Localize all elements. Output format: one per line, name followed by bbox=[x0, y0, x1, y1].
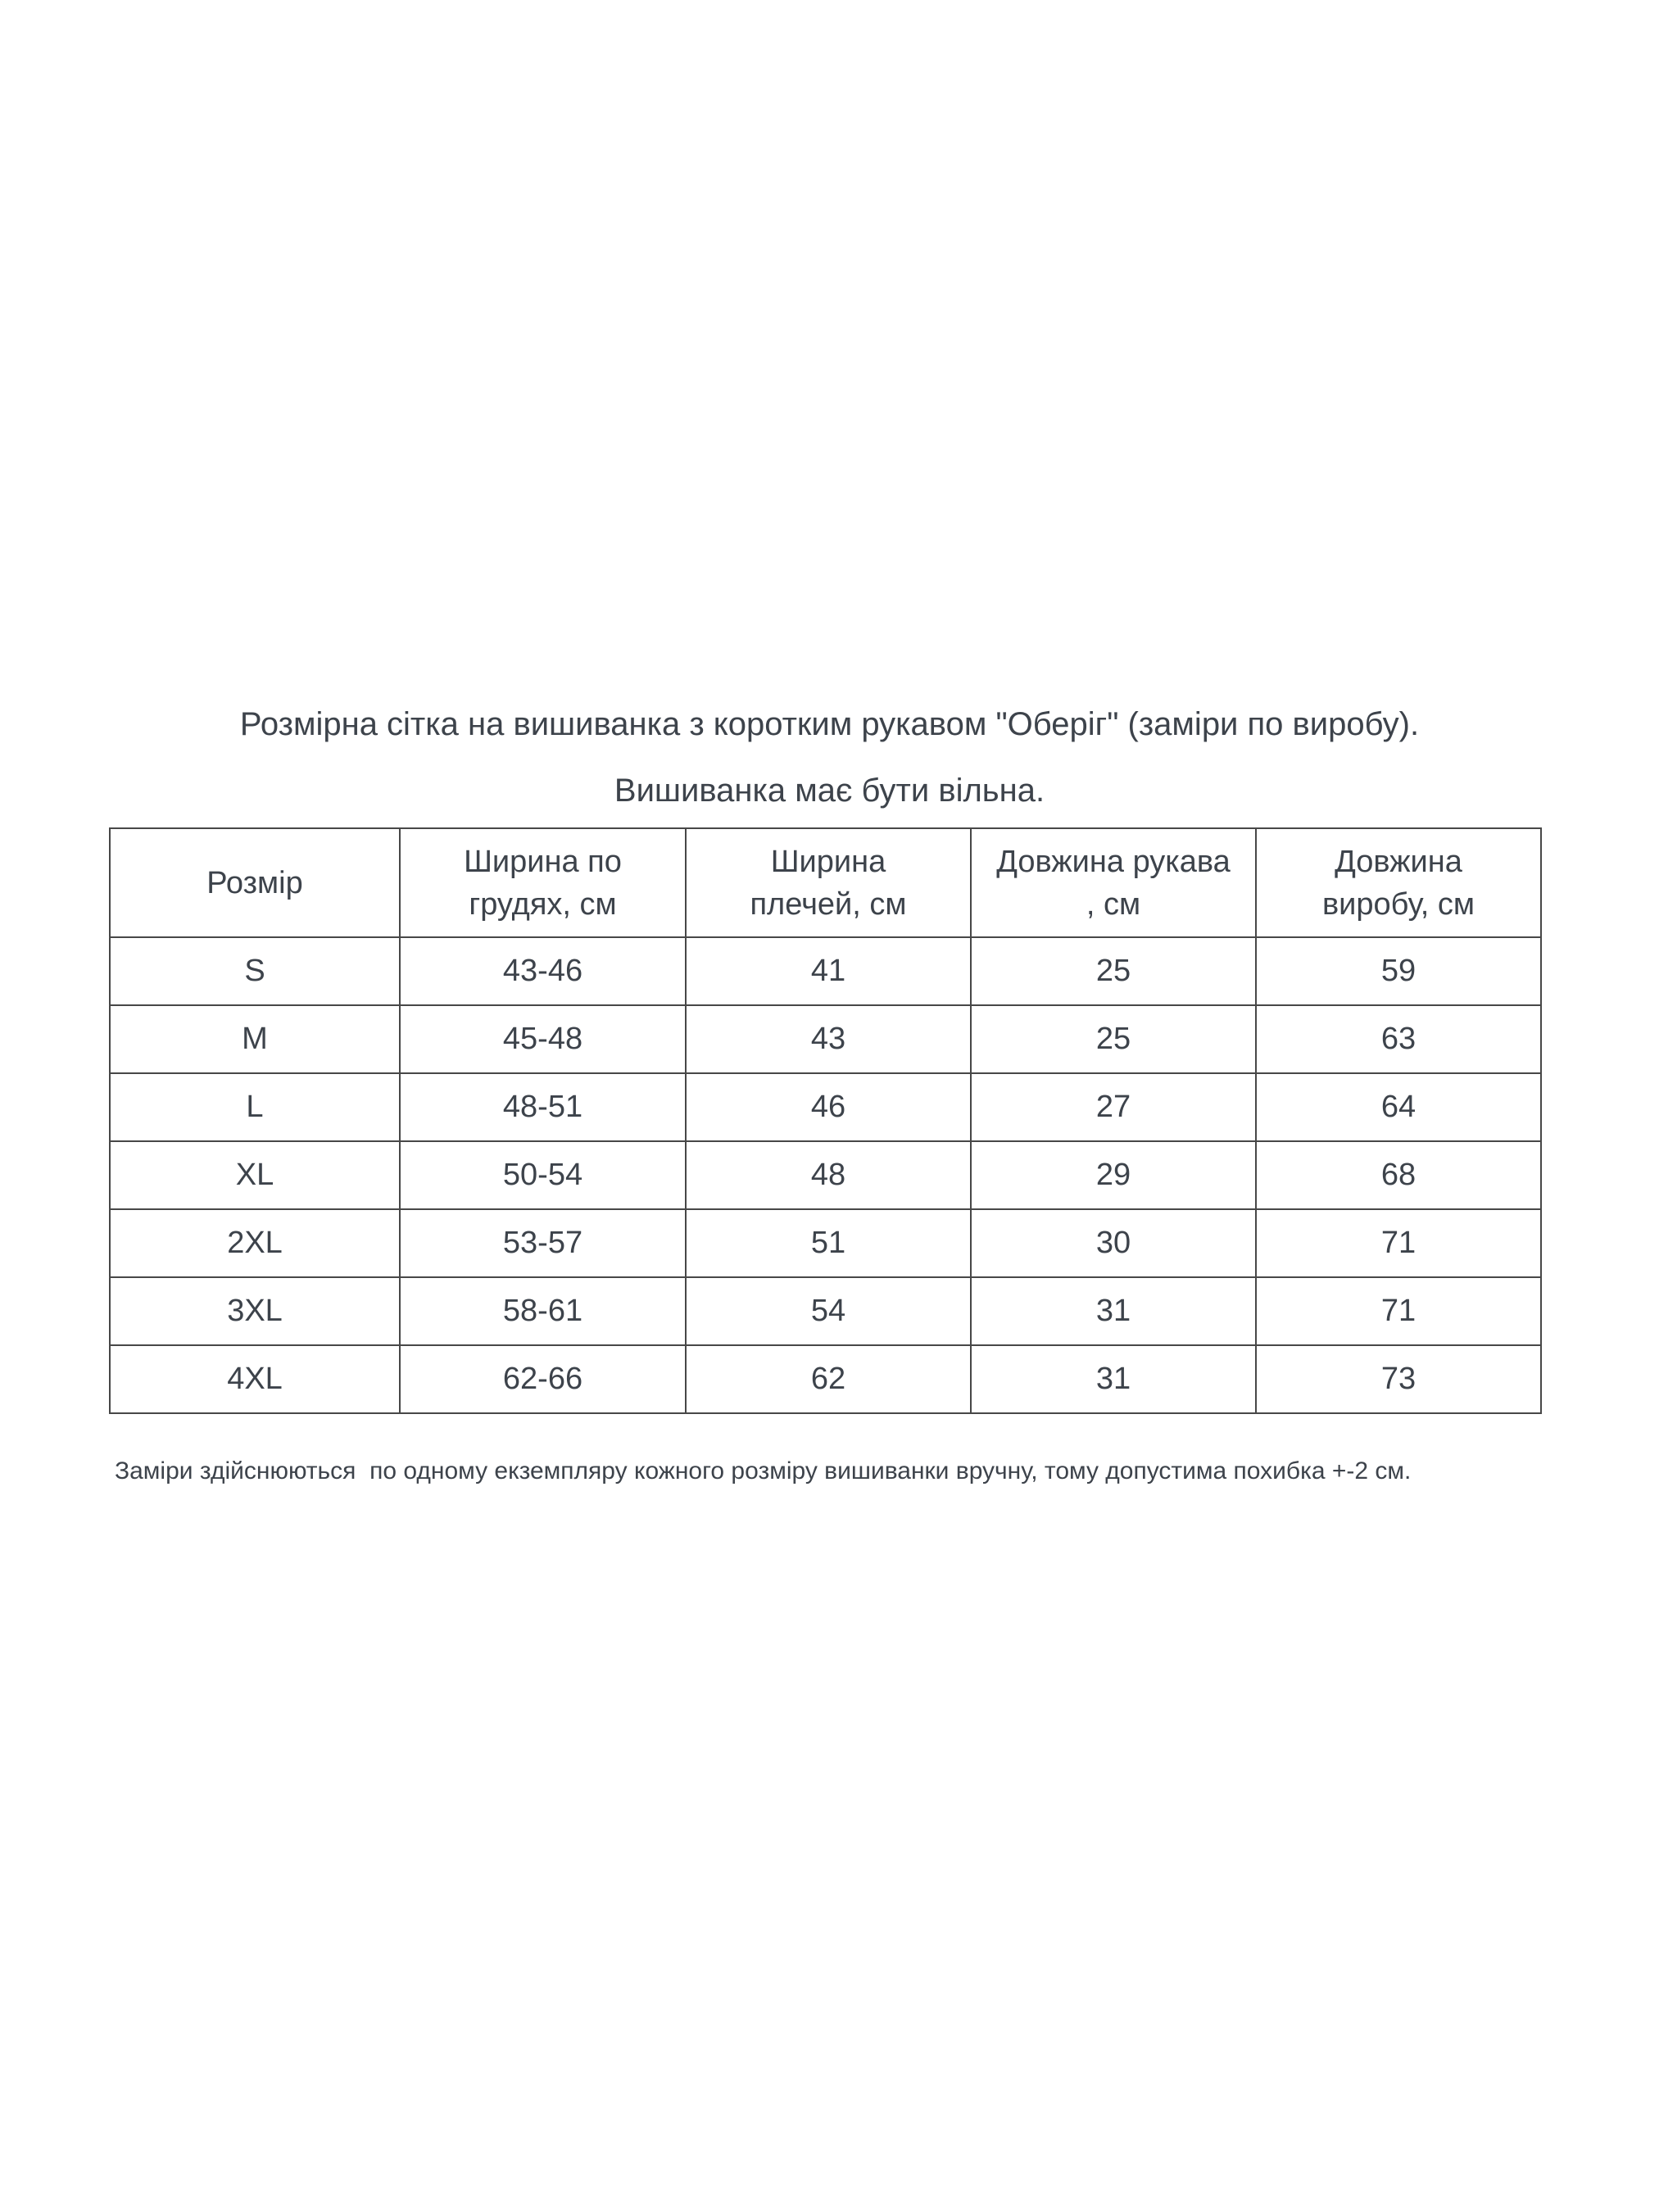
cell-size: 4XL bbox=[110, 1345, 400, 1413]
cell-length: 71 bbox=[1256, 1277, 1541, 1345]
page-subtitle: Вишиванка має бути вільна. bbox=[614, 773, 1045, 809]
header-line: Ширина bbox=[770, 844, 886, 879]
table-row-2xl bbox=[110, 1209, 1541, 1277]
cell-size: 3XL bbox=[110, 1277, 400, 1345]
table-row-s bbox=[110, 937, 1541, 1005]
table-row-m bbox=[110, 1005, 1541, 1073]
cell-chest: 53-57 bbox=[400, 1209, 686, 1277]
column-header-shoulder-width bbox=[686, 828, 971, 937]
cell-chest: 62-66 bbox=[400, 1345, 686, 1413]
column-header-garment-length bbox=[1256, 828, 1541, 937]
cell-sleeve: 31 bbox=[971, 1277, 1256, 1345]
cell-length: 59 bbox=[1256, 937, 1541, 1005]
size-table bbox=[109, 827, 1542, 1414]
header-row bbox=[110, 828, 1541, 937]
cell-shoulders: 62 bbox=[686, 1345, 971, 1413]
cell-size: S bbox=[110, 937, 400, 1005]
cell-shoulders: 51 bbox=[686, 1209, 971, 1277]
cell-chest: 48-51 bbox=[400, 1073, 686, 1141]
header-line: плечей, см bbox=[750, 886, 907, 922]
header-line: Ширина по bbox=[464, 844, 622, 879]
table-row-xl bbox=[110, 1141, 1541, 1209]
cell-length: 71 bbox=[1256, 1209, 1541, 1277]
header-line: Довжина bbox=[1335, 844, 1462, 879]
cell-chest: 50-54 bbox=[400, 1141, 686, 1209]
cell-chest: 43-46 bbox=[400, 937, 686, 1005]
header-line: виробу, см bbox=[1321, 886, 1475, 922]
cell-size: M bbox=[110, 1005, 400, 1073]
column-header-size bbox=[110, 828, 400, 937]
cell-size: XL bbox=[110, 1141, 400, 1209]
table-row-3xl bbox=[110, 1277, 1541, 1345]
cell-shoulders: 48 bbox=[686, 1141, 971, 1209]
cell-size: L bbox=[110, 1073, 400, 1141]
column-header-sleeve-length bbox=[971, 828, 1256, 937]
table-row-l bbox=[110, 1073, 1541, 1141]
cell-shoulders: 54 bbox=[686, 1277, 971, 1345]
cell-shoulders: 43 bbox=[686, 1005, 971, 1073]
cell-sleeve: 25 bbox=[971, 1005, 1256, 1073]
header-line: Довжина рукава bbox=[996, 844, 1231, 879]
cell-sleeve: 30 bbox=[971, 1209, 1256, 1277]
cell-sleeve: 27 bbox=[971, 1073, 1256, 1141]
cell-shoulders: 41 bbox=[686, 937, 971, 1005]
cell-chest: 58-61 bbox=[400, 1277, 686, 1345]
cell-length: 68 bbox=[1256, 1141, 1541, 1209]
cell-sleeve: 29 bbox=[971, 1141, 1256, 1209]
measurement-footnote: Заміри здійснюються по одному екземпляру кожного розміру вишиванки вручну, тому допустима похибка +-2 см. bbox=[115, 1457, 1412, 1484]
cell-shoulders: 46 bbox=[686, 1073, 971, 1141]
column-header-chest-width bbox=[400, 828, 686, 937]
header-line: , см bbox=[1086, 886, 1141, 922]
cell-sleeve: 31 bbox=[971, 1345, 1256, 1413]
table-row-4xl bbox=[110, 1345, 1541, 1413]
header-line: грудях, см bbox=[469, 886, 617, 922]
cell-length: 63 bbox=[1256, 1005, 1541, 1073]
page-title: Розмірна сітка на вишиванка з коротким рукавом "Оберіг" (заміри по виробу). bbox=[239, 706, 1420, 742]
cell-size: 2XL bbox=[110, 1209, 400, 1277]
cell-sleeve: 25 bbox=[971, 937, 1256, 1005]
cell-length: 64 bbox=[1256, 1073, 1541, 1141]
cell-chest: 45-48 bbox=[400, 1005, 686, 1073]
cell-length: 73 bbox=[1256, 1345, 1541, 1413]
header-line: Розмір bbox=[206, 865, 303, 900]
